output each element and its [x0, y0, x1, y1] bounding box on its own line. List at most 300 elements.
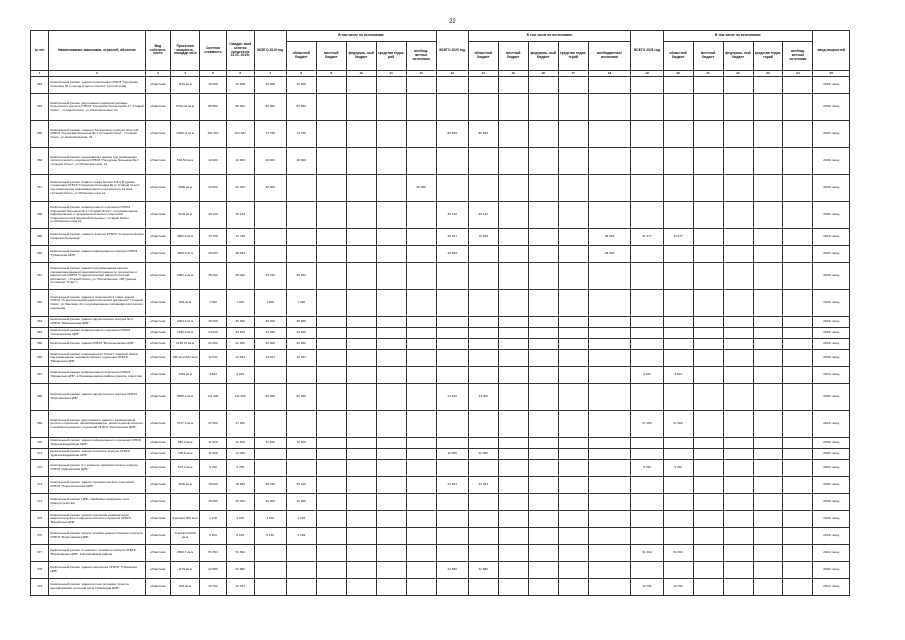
cell-empty	[316, 317, 346, 328]
column-index-cell: 3	[145, 71, 171, 77]
cell-t19: 24 620	[254, 328, 286, 339]
cell-o21	[663, 263, 693, 290]
cell-o21	[663, 290, 693, 317]
cell-empty	[723, 367, 753, 384]
cell-empty	[783, 148, 813, 175]
cell-in: 2019г. ввод	[813, 290, 850, 317]
cell-rem: 15 000	[226, 494, 254, 511]
cell-empty	[346, 477, 376, 494]
cell-rem: 47 000	[226, 411, 254, 438]
header-src-2019: средства терри- рий	[376, 42, 406, 71]
cell-own: областная	[145, 579, 171, 596]
cell-empty	[753, 411, 783, 438]
cell-empty	[783, 94, 813, 121]
cell-empty	[316, 175, 346, 202]
cell-empty	[498, 202, 528, 229]
cell-empty	[723, 317, 753, 328]
cell-empty	[753, 438, 783, 449]
cell-t21	[631, 175, 663, 202]
cell-t19	[254, 246, 286, 263]
cell-o21	[663, 121, 693, 148]
cell-empty	[528, 511, 558, 528]
cell-n: 356	[31, 148, 49, 175]
cell-empty	[346, 350, 376, 367]
cell-empty	[753, 290, 783, 317]
header-src-2021: федераль- ный бюджет	[723, 42, 753, 71]
cell-empty	[346, 148, 376, 175]
cell-empty	[316, 328, 346, 339]
cell-n: 379	[31, 579, 49, 596]
cell-empty	[693, 175, 723, 202]
cell-t21	[631, 148, 663, 175]
cell-empty	[528, 94, 558, 121]
cell-n: 371	[31, 449, 49, 460]
cell-empty	[528, 175, 558, 202]
cell-o19: 35 442	[286, 263, 316, 290]
cell-empty	[346, 511, 376, 528]
cell-cap: 2135,15 кв.м	[171, 339, 200, 350]
cell-name: Капитальный ремонт здания поликлиники ОГБУЗ "Городская больница № 2 города Старого Оскола" (третий этаж)	[49, 77, 145, 94]
cell-empty	[723, 328, 753, 339]
cell-cap: 573,3 кв.м	[171, 460, 200, 477]
cell-cost: 111 000	[200, 384, 227, 411]
cell-x20	[588, 350, 631, 367]
cell-empty	[498, 175, 528, 202]
cell-empty	[783, 328, 813, 339]
cell-empty	[723, 460, 753, 477]
cell-o20: 36 142	[468, 202, 498, 229]
header-sources-2020: В том числе по источникам:	[468, 31, 631, 42]
cell-f19	[406, 494, 436, 511]
cell-empty	[316, 202, 346, 229]
cell-cost: 35 442	[200, 263, 227, 290]
cell-empty	[528, 384, 558, 411]
cell-empty	[376, 511, 406, 528]
cell-empty	[498, 328, 528, 339]
header-sources-2019: В том числе по источникам:	[286, 31, 436, 42]
cell-empty	[558, 411, 588, 438]
cell-empty	[558, 290, 588, 317]
column-index-cell: 18	[588, 71, 631, 77]
cell-cost: 22 880	[200, 562, 227, 579]
cell-o20	[468, 438, 498, 449]
header-input: ввод мощностей	[813, 31, 850, 71]
cell-o21	[663, 246, 693, 263]
header-total-2020: ВСЕГО 2020 год	[436, 31, 468, 71]
cell-empty	[558, 328, 588, 339]
cell-rem: 35 000	[226, 317, 254, 328]
cell-in: 2020г. ввод	[813, 477, 850, 494]
cell-t20	[436, 263, 468, 290]
cell-empty	[753, 263, 783, 290]
cell-cost: 28 693	[200, 246, 227, 263]
cell-in: 2021г. ввод	[813, 460, 850, 477]
cell-x20	[588, 438, 631, 449]
cell-empty	[316, 438, 346, 449]
cell-x20	[588, 411, 631, 438]
cell-cap: 1129 кв.м	[171, 77, 200, 94]
cell-o20	[468, 350, 498, 367]
cell-empty	[558, 121, 588, 148]
cell-rem: 16 608	[226, 77, 254, 94]
cell-o21	[663, 317, 693, 328]
table-row	[31, 494, 850, 511]
cell-empty	[783, 528, 813, 545]
header-src-2020: областной бюджет	[468, 42, 498, 71]
cell-empty	[723, 121, 753, 148]
cell-empty	[783, 545, 813, 562]
cell-own: областная	[145, 511, 171, 528]
cell-empty	[723, 545, 753, 562]
cell-empty	[558, 350, 588, 367]
cell-o19: 7 000	[286, 290, 316, 317]
cell-empty	[528, 77, 558, 94]
cell-t20	[436, 94, 468, 121]
cell-empty	[693, 449, 723, 460]
cell-empty	[783, 384, 813, 411]
table-row	[31, 328, 850, 339]
cell-empty	[316, 477, 346, 494]
cell-t21	[631, 494, 663, 511]
cell-empty	[376, 579, 406, 596]
cell-own: областная	[145, 545, 171, 562]
table-body	[31, 77, 850, 596]
cell-empty	[316, 411, 346, 438]
cell-empty	[693, 411, 723, 438]
cell-o20: 19 629	[468, 229, 498, 246]
cell-empty	[376, 528, 406, 545]
cell-empty	[528, 528, 558, 545]
cell-empty	[346, 438, 376, 449]
cell-empty	[346, 411, 376, 438]
cell-empty	[346, 367, 376, 384]
cell-own: областная	[145, 460, 171, 477]
column-index-cell: 12	[406, 71, 436, 77]
column-index-cell: 10	[346, 71, 376, 77]
cell-name: Капитальный ремонт инфекционного отделения ОГБУЗ "Алексеевская ЦРБ"	[49, 328, 145, 339]
cell-t21	[631, 121, 663, 148]
cell-empty	[783, 246, 813, 263]
cell-empty	[346, 290, 376, 317]
cell-empty	[783, 449, 813, 460]
cell-empty	[783, 367, 813, 384]
cell-empty	[316, 460, 346, 477]
cell-empty	[498, 339, 528, 350]
cell-t20	[436, 579, 468, 596]
cell-f19	[406, 339, 436, 350]
cell-t20: 28 693	[436, 246, 468, 263]
cell-empty	[498, 148, 528, 175]
cell-empty	[376, 246, 406, 263]
column-index-cell: 5	[200, 71, 227, 77]
cell-in: 2019г. ввод	[813, 438, 850, 449]
cell-t21	[631, 449, 663, 460]
cell-empty	[723, 229, 753, 246]
cell-o20	[468, 77, 498, 94]
cell-n: 361	[31, 263, 49, 290]
cell-rem: 10 761	[226, 579, 254, 596]
cell-rem: 6 169	[226, 528, 254, 545]
cell-empty	[723, 290, 753, 317]
cell-empty	[723, 148, 753, 175]
cell-empty	[316, 367, 346, 384]
cell-own: областная	[145, 229, 171, 246]
cell-n: 377	[31, 545, 49, 562]
cell-empty	[376, 449, 406, 460]
cell-empty	[376, 477, 406, 494]
cell-t20	[436, 511, 468, 528]
cell-cap: 10601,8 кв.м	[171, 121, 200, 148]
cell-empty	[693, 477, 723, 494]
cell-f19	[406, 263, 436, 290]
table-row	[31, 545, 850, 562]
cell-empty	[498, 290, 528, 317]
cell-rem: 9 790	[226, 460, 254, 477]
cell-cap: 3090 кв.м	[171, 175, 200, 202]
cell-name: Капитальный ремонт 2-этажного лечебного корпуса ОГБУЗ "Борисовская ЦРБ", в Борисовском районе	[49, 545, 145, 562]
cell-empty	[723, 202, 753, 229]
header-src-2019: внебюд- жетные источники	[406, 42, 436, 71]
cell-t21: 51 394	[631, 545, 663, 562]
cell-t19	[254, 229, 286, 246]
cell-empty	[316, 148, 346, 175]
cell-t20: 11 066	[436, 449, 468, 460]
cell-empty	[528, 246, 558, 263]
cell-cap: 2135 кв.м	[171, 202, 200, 229]
cell-cost: 16 608	[200, 77, 227, 94]
cell-in: 2021г. ввод	[813, 229, 850, 246]
cell-f19	[406, 148, 436, 175]
cell-empty	[528, 229, 558, 246]
cell-empty	[376, 77, 406, 94]
cell-name: Капитальный ремонт здания терапевтического отделения ОГБУЗ "Новооскольская ЦРБ"	[49, 477, 145, 494]
cell-empty	[693, 545, 723, 562]
table-row	[31, 94, 850, 121]
cell-t19: 15 000	[254, 494, 286, 511]
cell-cost: 78 846	[200, 477, 227, 494]
cell-empty	[558, 263, 588, 290]
header-src-2020: средства терри- терий	[558, 42, 588, 71]
table-row	[31, 148, 850, 175]
cell-t19: 11 620	[254, 438, 286, 449]
cell-f19	[406, 460, 436, 477]
cell-o20: 23 654	[468, 477, 498, 494]
cell-n: 374	[31, 494, 49, 511]
cell-o19	[286, 449, 316, 460]
column-index-cell: 24	[783, 71, 813, 77]
cell-own: областная	[145, 384, 171, 411]
cell-t20	[436, 328, 468, 339]
column-index-cell: 2	[49, 71, 145, 77]
cell-o19: 15 000	[286, 494, 316, 511]
cell-cost: 10 000	[200, 148, 227, 175]
cell-empty	[693, 77, 723, 94]
cell-cost: 15 000	[200, 494, 227, 511]
cell-name: Капитальный ремонт здания пищеблока ОГБУЗ "Губкинская ЦРБ"	[49, 562, 145, 579]
cell-empty	[753, 175, 783, 202]
cell-o20	[468, 494, 498, 511]
cell-n: 358	[31, 202, 49, 229]
cell-empty	[498, 511, 528, 528]
cell-empty	[316, 229, 346, 246]
cell-o20	[468, 411, 498, 438]
cell-empty	[316, 511, 346, 528]
cell-empty	[693, 263, 723, 290]
cell-o21	[663, 494, 693, 511]
cell-t20	[436, 148, 468, 175]
cell-empty	[376, 148, 406, 175]
cell-o21	[663, 511, 693, 528]
cell-empty	[783, 317, 813, 328]
cell-rem: 11 066	[226, 449, 254, 460]
cell-empty	[558, 494, 588, 511]
cell-empty	[783, 477, 813, 494]
cell-x20	[588, 528, 631, 545]
cell-o20: 11 066	[468, 449, 498, 460]
column-index-cell: 9	[316, 71, 346, 77]
cell-t20: 44 400	[436, 384, 468, 411]
cell-cost: 85 582	[200, 94, 227, 121]
cell-empty	[528, 460, 558, 477]
cell-empty	[528, 449, 558, 460]
cell-t19: 55 192	[254, 477, 286, 494]
cell-name: Капитальный ремонт главного больничного корпуса блок А-Б ОГБУЗ "Городская больница № 1 г.Старый Оскол", г.Старый Оскол, ул.Комсомольская, 61	[49, 121, 145, 148]
cell-own: областная	[145, 175, 171, 202]
cell-empty	[558, 545, 588, 562]
column-index-cell: 14	[468, 71, 498, 77]
cell-cap: 503,59 кв.м	[171, 148, 200, 175]
cell-empty	[498, 246, 528, 263]
cell-empty	[558, 229, 588, 246]
cell-cost: 36 142	[200, 202, 227, 229]
cell-rem: 24 620	[226, 328, 254, 339]
cell-x20	[588, 290, 631, 317]
cell-o20	[468, 460, 498, 477]
cell-name: Капитальный ремонт двухэтажного здания с размещением детского отделения, физиобарокамеры, физиотерапевтического и реабилитационного отделений ОГБУЗ "Корочанская ЦРБ"	[49, 411, 145, 438]
table-row	[31, 477, 850, 494]
cell-o19	[286, 545, 316, 562]
cell-cost: 47 000	[200, 411, 227, 438]
cell-empty	[498, 94, 528, 121]
cell-empty	[316, 384, 346, 411]
cell-rem: 161 467	[226, 121, 254, 148]
cell-x20	[588, 328, 631, 339]
cell-rem: 85 582	[226, 94, 254, 121]
cell-empty	[376, 229, 406, 246]
cell-empty	[376, 317, 406, 328]
cell-empty	[376, 494, 406, 511]
cell-empty	[316, 449, 346, 460]
cell-t20: 22 880	[436, 562, 468, 579]
cell-o19: 6 169	[286, 528, 316, 545]
cell-empty	[783, 460, 813, 477]
cell-empty	[376, 94, 406, 121]
cell-empty	[693, 579, 723, 596]
cell-t20	[436, 317, 468, 328]
cell-own: областная	[145, 494, 171, 511]
cell-n: 368	[31, 384, 49, 411]
cell-n: 370	[31, 438, 49, 449]
cell-x20	[588, 384, 631, 411]
cell-o19	[286, 367, 316, 384]
cell-empty	[498, 229, 528, 246]
cell-t21	[631, 202, 663, 229]
cell-empty	[753, 460, 783, 477]
cell-o21	[663, 94, 693, 121]
cell-n: 354	[31, 94, 49, 121]
cell-cost: 11 066	[200, 449, 227, 460]
cell-empty	[376, 263, 406, 290]
cell-empty	[693, 290, 723, 317]
cell-x20	[588, 77, 631, 94]
table-row	[31, 367, 850, 384]
cell-in: 2021г. ввод	[813, 579, 850, 596]
cell-empty	[693, 317, 723, 328]
cell-o19	[286, 460, 316, 477]
cell-f19	[406, 290, 436, 317]
cell-own: областная	[145, 202, 171, 229]
table-row	[31, 562, 850, 579]
cell-empty	[783, 411, 813, 438]
cell-empty	[528, 367, 558, 384]
cell-o19: 24 620	[286, 328, 316, 339]
cell-o20: 44 400	[468, 384, 498, 411]
cell-name: Капитальный ремонт главного корпуса ОГБУЗ "Старооскольская городская больница"	[49, 229, 145, 246]
cell-o19	[286, 562, 316, 579]
cell-t21: 9 790	[631, 460, 663, 477]
cell-name: Капитальный ремонт здания инфекционного корпуса ОГБУЗ "Губкинская ЦРБ"	[49, 246, 145, 263]
cell-in: 2020г. ввод	[813, 449, 850, 460]
cell-cap: 683,3 кв.м	[171, 438, 200, 449]
cell-empty	[528, 202, 558, 229]
cell-x20	[588, 317, 631, 328]
cell-empty	[376, 202, 406, 229]
cell-t20	[436, 494, 468, 511]
cell-own: областная	[145, 367, 171, 384]
cell-own: областная	[145, 121, 171, 148]
cell-t20	[436, 339, 468, 350]
cell-cap: 833 кв.м	[171, 579, 200, 596]
cell-empty	[723, 77, 753, 94]
cell-own: областная	[145, 562, 171, 579]
cell-x20	[588, 121, 631, 148]
header-num: № п/п	[31, 31, 49, 71]
cell-f19: 20 000	[406, 175, 436, 202]
cell-o19: 1 978	[286, 511, 316, 528]
cell-empty	[316, 290, 346, 317]
cell-in: 2019г. ввод	[813, 511, 850, 528]
cell-t21: 31 577	[631, 229, 663, 246]
cell-t19	[254, 202, 286, 229]
cell-empty	[783, 77, 813, 94]
cell-empty	[376, 367, 406, 384]
cell-empty	[783, 339, 813, 350]
cell-empty	[558, 367, 588, 384]
cell-empty	[558, 77, 588, 94]
cell-empty	[558, 579, 588, 596]
cell-empty	[376, 411, 406, 438]
cell-empty	[376, 350, 406, 367]
cell-t19	[254, 367, 286, 384]
cell-empty	[753, 477, 783, 494]
cell-rem: 36 142	[226, 202, 254, 229]
cell-cap: 5794,41 кв.м	[171, 94, 200, 121]
cell-empty	[693, 460, 723, 477]
cell-empty	[346, 121, 376, 148]
cell-empty	[316, 562, 346, 579]
cell-rem: 35 442	[226, 263, 254, 290]
cell-name: Капитальный ремонт ЦРБ, г.Шебекино (наружные сети, благоустройство)	[49, 494, 145, 511]
